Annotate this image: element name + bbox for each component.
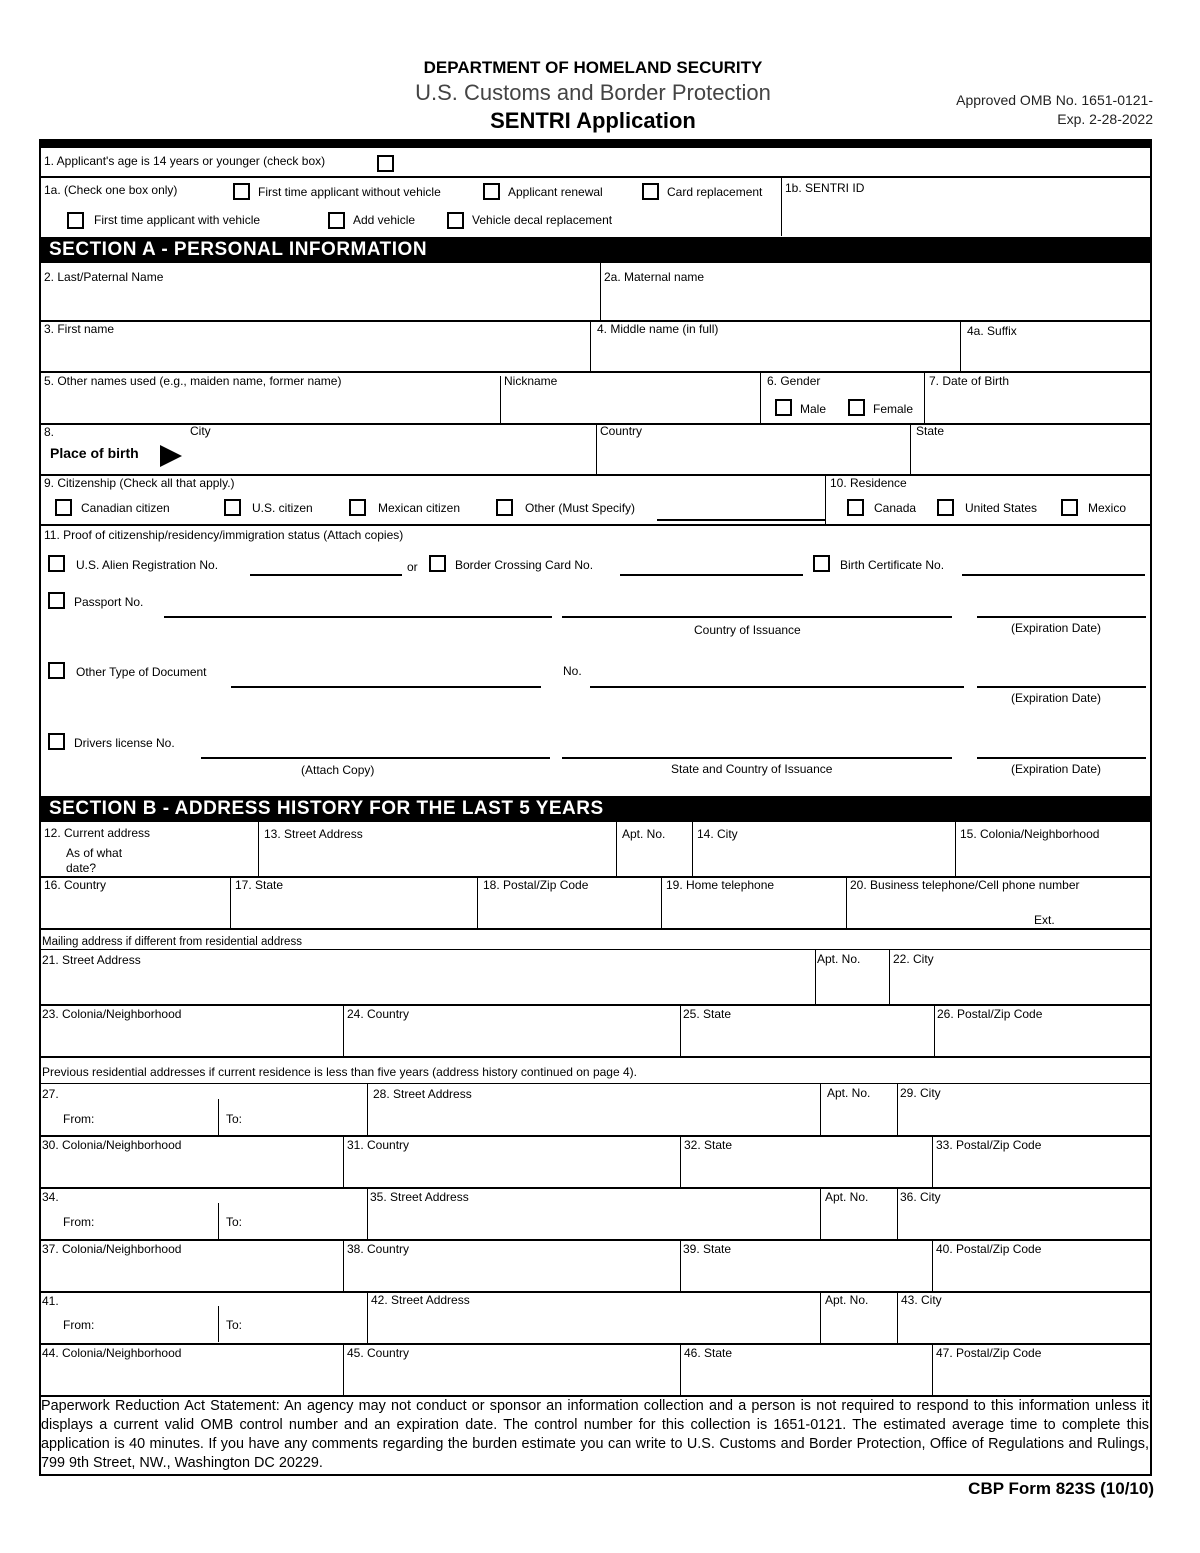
divider [40,1291,1152,1293]
block2-apt-label: Apt. No. [825,1190,869,1204]
or-label: or [407,560,418,574]
block3-to-label: To: [226,1318,243,1332]
passport-checkbox[interactable] [48,592,65,609]
block1-postal-label: 33. Postal/Zip Code [936,1138,1042,1152]
ext-label: Ext. [1034,913,1055,927]
decal-replacement-label: Vehicle decal replacement [472,213,613,227]
omb-number: Approved OMB No. 1651-0121- [956,92,1153,108]
first-time-no-vehicle-checkbox[interactable] [233,183,250,200]
divider [815,949,816,1004]
divider [760,371,761,423]
other-document-expiration-label: (Expiration Date) [1011,691,1102,705]
add-vehicle-checkbox[interactable] [328,212,345,229]
mexican-citizen-checkbox[interactable] [349,499,366,516]
section-a-header: SECTION A - PERSONAL INFORMATION [41,237,1151,263]
divider [477,876,478,928]
business-tel-label: 20. Business telephone/Cell phone number [850,878,1080,892]
postal18-label: 18. Postal/Zip Code [483,878,589,892]
divider [781,177,782,236]
divider [960,320,961,371]
street13-label: 13. Street Address [264,827,363,841]
other-document-checkbox[interactable] [48,662,65,679]
omb-expiration: Exp. 2-28-2022 [1057,111,1153,127]
citizenship-label: 9. Citizenship (Check all that apply.) [44,476,235,490]
other-citizen-checkbox[interactable] [496,499,513,516]
divider [40,371,1152,373]
top-rule [39,139,1152,146]
divider [367,1083,368,1135]
apt13-label: Apt. No. [622,827,666,841]
state17-label: 17. State [235,878,284,892]
divider [955,822,956,876]
block3-num: 41. [42,1294,59,1308]
passport-country-label: Country of Issuance [694,623,801,637]
male-label: Male [800,402,827,416]
suffix-label: 4a. Suffix [967,324,1017,338]
block3-country-label: 45. Country [347,1346,410,1360]
q1-age-checkbox[interactable] [377,155,394,172]
divider [932,1343,933,1395]
other-citizenship-input[interactable] [657,519,825,521]
divider [343,1239,344,1291]
city14-label: 14. City [697,827,738,841]
other-document-no-label: No. [563,664,582,678]
block1-apt-label: Apt. No. [827,1086,871,1100]
home-tel-label: 19. Home telephone [666,878,775,892]
divider [910,423,911,474]
previous-address-note: Previous residential addresses if current residence is less than five years (address history continued on page 4). [42,1065,637,1079]
drivers-license-checkbox[interactable] [48,733,65,750]
drivers-license-label: Drivers license No. [74,736,175,750]
canadian-citizen-label: Canadian citizen [81,501,170,515]
divider [680,1239,681,1291]
department-heading: DEPARTMENT OF HOMELAND SECURITY [423,58,763,77]
divider [820,1187,821,1239]
q8-label: 8. [44,425,55,439]
postal26-label: 26. Postal/Zip Code [937,1007,1043,1021]
divider [218,1306,219,1342]
alien-registration-label: U.S. Alien Registration No. [76,558,219,572]
first-time-no-vehicle-label: First time applicant without vehicle [258,185,441,199]
divider [932,1239,933,1291]
birth-certificate-checkbox[interactable] [813,555,830,572]
block2-state-label: 39. State [683,1242,732,1256]
divider [40,1239,1152,1241]
colonia23-label: 23. Colonia/Neighborhood [42,1007,182,1021]
block3-apt-label: Apt. No. [825,1293,869,1307]
other-document-label: Other Type of Document [76,665,207,679]
divider [230,876,231,928]
form-title: SENTRI Application [490,108,696,133]
last-name-label: 2. Last/Paternal Name [44,270,164,284]
divider [600,263,601,320]
divider [40,1004,1152,1006]
arrow-right-icon [158,443,184,469]
country24-label: 24. Country [347,1007,410,1021]
license-issuance-label: State and Country of Issuance [671,762,833,776]
divider [343,1135,344,1187]
divider [846,876,847,928]
residence-mexico-label: Mexico [1088,501,1127,515]
block2-from-label: From: [63,1215,95,1229]
street21-label: 21. Street Address [42,953,141,967]
border-crossing-input[interactable] [620,574,803,576]
passport-country-input[interactable] [562,616,952,618]
residence-mexico-checkbox[interactable] [1061,499,1078,516]
first-name-label: 3. First name [44,322,115,336]
divider [40,928,1152,930]
block2-num: 34. [42,1190,59,1204]
other-document-expiration-input[interactable] [977,686,1146,688]
divider [500,376,501,423]
applicant-renewal-label: Applicant renewal [508,185,603,199]
divider [40,1187,1152,1189]
divider [897,1187,898,1239]
divider [889,949,890,1004]
male-checkbox[interactable] [775,399,792,416]
passport-number-input[interactable] [164,616,552,618]
block2-city-label: 36. City [900,1190,941,1204]
card-replacement-label: Card replacement [667,185,763,199]
drivers-license-input[interactable] [201,757,550,759]
residence-us-label: United States [965,501,1038,515]
us-citizen-label: U.S. citizen [252,501,313,515]
birth-state-label: State [916,424,945,438]
block3-from-label: From: [63,1318,95,1332]
alien-registration-checkbox[interactable] [48,555,65,572]
mexican-citizen-label: Mexican citizen [378,501,461,515]
divider [40,1056,1152,1058]
divider [367,1187,368,1239]
sentri-id-input[interactable] [784,196,1149,234]
first-time-with-vehicle-checkbox[interactable] [67,212,84,229]
form-number: CBP Form 823S (10/10) [968,1479,1154,1498]
divider [40,176,1152,178]
female-checkbox[interactable] [848,399,865,416]
block3-colonia-label: 44. Colonia/Neighborhood [42,1346,182,1360]
canadian-citizen-checkbox[interactable] [55,499,72,516]
block2-street-label: 35. Street Address [370,1190,469,1204]
attach-copy-label: (Attach Copy) [301,763,375,777]
divider [343,1343,344,1395]
drivers-license-issuance-input[interactable] [562,757,952,759]
divider [825,474,826,524]
divider [40,524,1152,526]
applicant-renewal-checkbox[interactable] [483,183,500,200]
block3-city-label: 43. City [901,1293,942,1307]
divider [258,822,259,876]
divider [932,1135,933,1187]
other-names-label: 5. Other names used (e.g., maiden name, former name) [44,374,342,388]
divider [40,1083,1152,1084]
divider [40,1135,1152,1137]
block1-city-label: 29. City [900,1086,941,1100]
mailing-note: Mailing address if different from residential address [42,936,302,948]
birth-city-label: City [190,424,211,438]
block2-country-label: 38. Country [347,1242,410,1256]
colonia15-label: 15. Colonia/Neighborhood [960,827,1100,841]
residence-us-checkbox[interactable] [937,499,954,516]
dob-label: 7. Date of Birth [929,374,1010,388]
drivers-license-expiration-input[interactable] [977,757,1146,759]
place-of-birth-label: Place of birth [50,445,139,461]
block3-state-label: 46. State [684,1346,733,1360]
as-of-what-label: As of what [66,846,123,860]
block1-to-label: To: [226,1112,243,1126]
divider [616,822,617,876]
divider [40,949,1152,950]
middle-name-label: 4. Middle name (in full) [597,322,719,336]
block1-num: 27. [42,1087,59,1101]
divider [680,1343,681,1395]
divider [367,1291,368,1343]
block1-street-label: 28. Street Address [373,1087,472,1101]
state25-label: 25. State [683,1007,732,1021]
maternal-name-label: 2a. Maternal name [604,270,705,284]
divider [40,1343,1152,1345]
divider [897,1083,898,1135]
residence-canada-checkbox[interactable] [847,499,864,516]
divider [590,320,591,371]
residence-canada-label: Canada [874,501,917,515]
other-citizen-label: Other (Must Specify) [525,501,636,515]
current-address-label: 12. Current address [44,826,151,840]
passport-expiration-label: (Expiration Date) [1011,621,1102,635]
divider [680,1004,681,1056]
nickname-label: Nickname [504,374,558,388]
passport-label: Passport No. [74,595,144,609]
proof-label: 11. Proof of citizenship/residency/immigration status (Attach copies) [44,528,404,542]
divider [924,371,925,423]
birth-certificate-label: Birth Certificate No. [840,558,945,572]
border-crossing-label: Border Crossing Card No. [455,558,594,572]
divider [692,822,693,876]
divider [596,423,597,474]
block1-country-label: 31. Country [347,1138,410,1152]
passport-expiration-input[interactable] [977,616,1146,618]
divider [820,1291,821,1343]
birth-country-label: Country [600,424,643,438]
license-expiration-label: (Expiration Date) [1011,762,1102,776]
female-label: Female [873,402,914,416]
section-b-header: SECTION B - ADDRESS HISTORY FOR THE LAST 5 YEARS [41,796,1151,822]
decal-replacement-checkbox[interactable] [447,212,464,229]
country16-label: 16. Country [44,878,107,892]
block3-street-label: 42. Street Address [371,1293,470,1307]
us-citizen-checkbox[interactable] [224,499,241,516]
block1-colonia-label: 30. Colonia/Neighborhood [42,1138,182,1152]
divider [897,1291,898,1343]
border-crossing-checkbox[interactable] [429,555,446,572]
city22-label: 22. City [893,952,934,966]
divider [934,1004,935,1056]
add-vehicle-label: Add vehicle [353,213,416,227]
residence-label: 10. Residence [830,476,907,490]
block1-from-label: From: [63,1112,95,1126]
divider [661,876,662,928]
first-time-with-vehicle-label: First time applicant with vehicle [94,213,261,227]
divider [820,1083,821,1135]
agency-heading: U.S. Customs and Border Protection [415,80,771,105]
other-document-input[interactable] [231,686,541,688]
block2-postal-label: 40. Postal/Zip Code [936,1242,1042,1256]
block2-to-label: To: [226,1215,243,1229]
paperwork-reduction-statement: Paperwork Reduction Act Statement: An agency may not conduct or sponsor an information collection and a person is not required to respond to this information unless it displays a current valid OMB control number and an expiration date. The control number for this collection is 1651-0121. The estimated average time to complete this application is 40 minutes. If you have any comments regarding the burden estimate you can write to U.S. Customs and Border Protection, Office of Regulations and Rulings, 799 9th Street, NW., Washington DC 20229. [41,1398,1149,1471]
divider [343,1004,344,1056]
divider [218,1203,219,1239]
birth-certificate-input[interactable] [962,574,1145,576]
divider [218,1099,219,1135]
date-question-label: date? [66,861,97,875]
q1-label: 1. Applicant's age is 14 years or younger (check box) [44,154,326,168]
block2-colonia-label: 37. Colonia/Neighborhood [42,1242,182,1256]
sentri-id-label: 1b. SENTRI ID [785,181,865,195]
alien-registration-input[interactable] [250,574,402,576]
block3-postal-label: 47. Postal/Zip Code [936,1346,1042,1360]
divider [680,1135,681,1187]
card-replacement-checkbox[interactable] [642,183,659,200]
other-document-number-input[interactable] [590,686,964,688]
block1-state-label: 32. State [684,1138,733,1152]
q1a-label: 1a. (Check one box only) [44,183,178,197]
gender-label: 6. Gender [767,374,821,388]
divider [40,320,1152,322]
apt21-label: Apt. No. [817,952,861,966]
